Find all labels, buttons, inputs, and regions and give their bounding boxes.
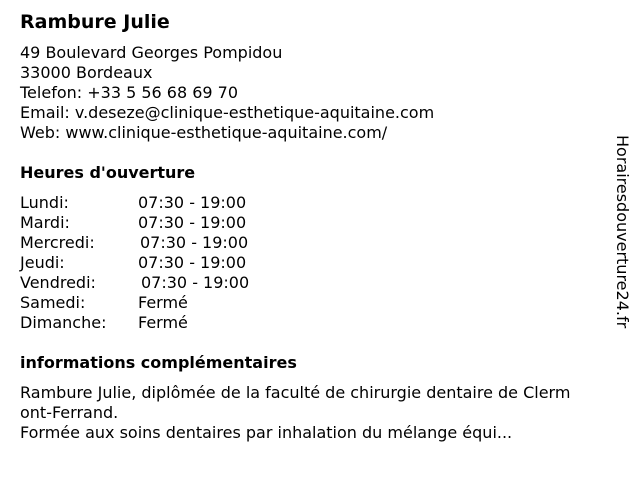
hours-title: Heures d'ouverture <box>20 163 196 182</box>
time-value: 07:30 - 19:00 <box>138 193 247 212</box>
business-name: Rambure Julie <box>20 11 170 33</box>
email-text: Email: v.deseze@clinique-esthetique-aquitaine.com <box>20 103 435 122</box>
contact-block <box>20 43 434 143</box>
info-text <box>20 383 580 443</box>
day-label: Vendredi: <box>20 273 96 292</box>
info-line-1: Rambure Julie, diplômée de la faculté de chirurgie dentaire de Clerm <box>20 383 571 402</box>
time-value: 07:30 - 19:00 <box>141 273 250 292</box>
site-watermark: Horairesdouverture24.fr <box>613 135 632 329</box>
address-line-1: 49 Boulevard Georges Pompidou <box>20 43 283 62</box>
day-label: Mercredi: <box>20 233 95 252</box>
time-value: Fermé <box>138 313 188 332</box>
info-line-3: Formée aux soins dentaires par inhalation du mélange équi... <box>20 423 513 442</box>
time-value: Fermé <box>138 293 188 312</box>
time-value: 07:30 - 19:00 <box>138 253 247 272</box>
info-title: informations complémentaires <box>20 353 297 372</box>
day-label: Mardi: <box>20 213 70 232</box>
day-label: Jeudi: <box>20 253 65 272</box>
time-value: 07:30 - 19:00 <box>138 213 247 232</box>
day-label: Lundi: <box>20 193 69 212</box>
day-label: Samedi: <box>20 293 86 312</box>
address-line-2: 33000 Bordeaux <box>20 63 153 82</box>
time-value: 07:30 - 19:00 <box>140 233 249 252</box>
day-label: Dimanche: <box>20 313 107 332</box>
web-text: Web: www.clinique-esthetique-aquitaine.com/ <box>20 123 388 142</box>
info-line-2: ont-Ferrand. <box>20 403 119 422</box>
phone-text: Telefon: +33 5 56 68 69 70 <box>20 83 239 102</box>
